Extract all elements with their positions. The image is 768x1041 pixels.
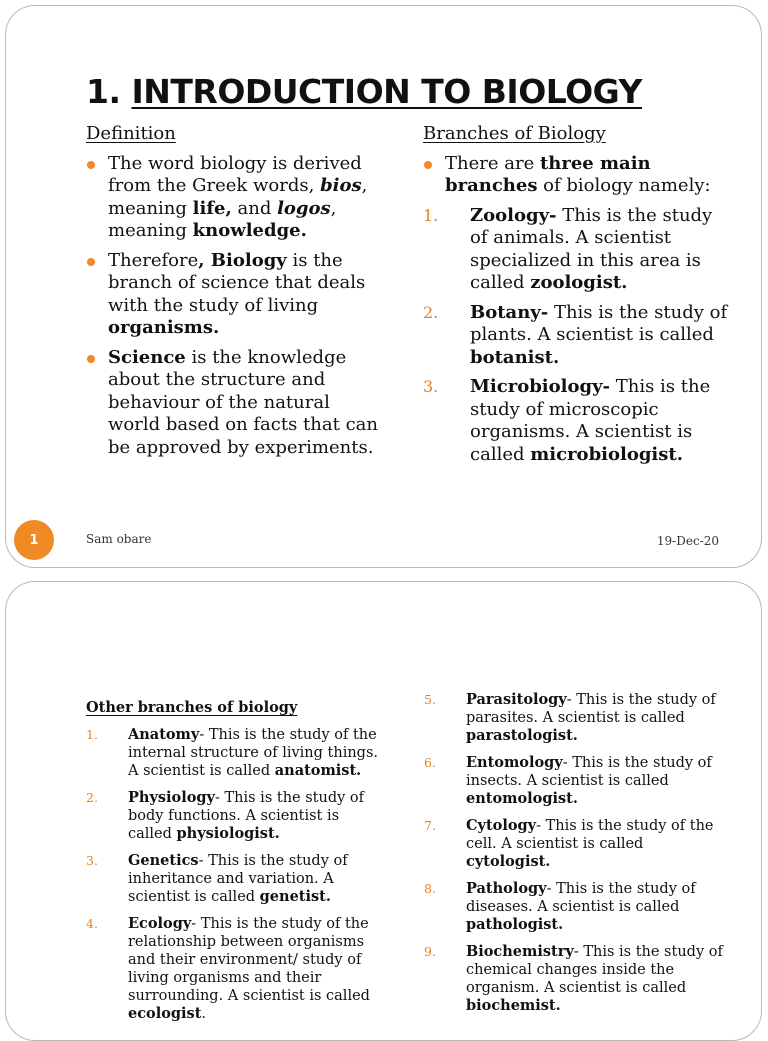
emphasis-text: Cytology — [466, 817, 537, 834]
emphasis-text: Ecology — [128, 915, 192, 932]
definition-heading: Definition — [86, 123, 176, 144]
emphasis-text: pathologist. — [466, 916, 564, 933]
branch-item — [424, 943, 729, 1015]
branches-intro-list — [423, 153, 735, 198]
emphasis-text: logos — [277, 197, 331, 219]
emphasis-text: ecologist — [128, 1005, 202, 1022]
emphasis-text: genetist. — [259, 888, 331, 905]
text-run: - This is the study of the relationship between organisms and their environment/ study of living organisms and their surrounding. A scientist is called — [128, 916, 370, 1004]
text-run: The word biology is derived from the Greek words, — [108, 152, 362, 196]
list-number: 7. — [424, 818, 436, 833]
branch-item — [424, 817, 729, 871]
emphasis-text: Botany- — [470, 301, 549, 323]
emphasis-text: three main branches — [445, 152, 651, 196]
branch-item — [423, 302, 735, 370]
text-run: This is the study of plants. A scientist is called — [470, 301, 728, 345]
other-branches-list — [86, 726, 386, 1023]
text-run: - This is the study of inheritance and variation. A scientist is called — [128, 853, 348, 905]
branch-item — [86, 789, 386, 843]
text-run: . — [201, 1006, 207, 1022]
emphasis-text: entomologist. — [466, 790, 578, 807]
branch-item — [86, 852, 386, 906]
text-run: is the branch of science that deals with the study of living — [108, 249, 366, 316]
list-number: 9. — [424, 944, 436, 959]
title-number: 1. — [86, 72, 121, 111]
more-branches-column — [424, 691, 729, 1015]
branches-heading: Branches of Biology — [423, 123, 606, 144]
emphasis-text: Biochemistry — [466, 943, 574, 960]
emphasis-text: Science — [108, 346, 186, 368]
branches-column — [423, 123, 735, 466]
text-run: - This is the study of insects. A scientist is called — [466, 755, 712, 789]
emphasis-text: organisms. — [108, 317, 220, 338]
emphasis-text: anatomist. — [274, 762, 362, 779]
other-branches-heading: Other branches of biology — [86, 699, 298, 716]
list-number: 4. — [86, 916, 98, 931]
list-number: 3. — [86, 853, 98, 868]
emphasis-text: Pathology — [466, 880, 547, 897]
list-number: 6. — [424, 755, 436, 770]
list-number: 2. — [423, 302, 439, 322]
emphasis-text: parastologist. — [466, 727, 578, 744]
branch-item — [423, 205, 735, 295]
emphasis-text: microbiologist. — [530, 443, 683, 465]
footer-author: Sam obare — [86, 532, 152, 546]
branches-intro — [423, 153, 735, 198]
text-run: and — [231, 197, 278, 219]
other-branches-column — [86, 699, 386, 1023]
branch-item — [424, 691, 729, 745]
more-branches-list — [424, 691, 729, 1015]
list-number: 1. — [86, 727, 98, 742]
slide-1 — [5, 5, 762, 568]
branches-list — [423, 205, 735, 467]
text-run: Therefore — [108, 249, 199, 271]
emphasis-text: Microbiology- — [470, 376, 611, 397]
text-run: , meaning — [108, 197, 337, 241]
text-run: , meaning — [108, 175, 368, 219]
definition-bullet — [86, 347, 384, 460]
emphasis-text: bios — [320, 175, 362, 196]
emphasis-text: biochemist. — [466, 997, 561, 1014]
branch-item — [424, 754, 729, 808]
emphasis-text: Genetics — [128, 852, 199, 869]
definition-bullet — [86, 153, 384, 243]
title-text: INTRODUCTION TO BIOLOGY — [131, 72, 642, 111]
emphasis-text: Physiology — [128, 789, 215, 806]
emphasis-text: life, — [192, 197, 232, 219]
text-run: - This is the study of the internal structure of living things. A scientist is called — [128, 727, 379, 779]
emphasis-text: physiologist. — [176, 825, 280, 842]
list-number: 8. — [424, 881, 436, 896]
text-run: of biology namely: — [537, 175, 711, 196]
page-number-badge: 1 — [14, 520, 54, 560]
text-run: This is the study of microscopic organisms. A scientist is called — [470, 376, 711, 465]
text-run: - This is the study of parasites. A scientist is called — [466, 692, 716, 726]
list-number: 3. — [423, 377, 439, 396]
slide-2 — [5, 581, 762, 1041]
list-number: 1. — [423, 205, 439, 225]
text-run: - This is the study of diseases. A scientist is called — [466, 881, 696, 915]
text-run: There are — [445, 152, 540, 174]
emphasis-text: , Biology — [198, 249, 287, 271]
branch-item — [86, 915, 386, 1023]
emphasis-text: Parasitology — [466, 691, 567, 708]
emphasis-text: knowledge. — [192, 220, 307, 241]
list-number: 5. — [424, 692, 436, 707]
definition-column — [86, 123, 384, 459]
emphasis-text: zoologist. — [530, 272, 628, 293]
footer-date: 19-Dec-20 — [656, 534, 719, 548]
text-run: This is the study of animals. A scientist specialized in this area is called — [470, 204, 713, 293]
text-run: - This is the study of the cell. A scientist is called — [466, 818, 714, 852]
text-run: is the knowledge about the structure and behaviour of the natural world based on facts that can be approved by experiments. — [108, 346, 378, 458]
branch-item — [423, 376, 735, 466]
text-run: - This is the study of body functions. A scientist is called — [128, 790, 365, 842]
branch-item — [86, 726, 386, 780]
emphasis-text: cytologist. — [466, 853, 551, 870]
list-number: 2. — [86, 790, 98, 805]
emphasis-text: Anatomy — [128, 726, 200, 743]
emphasis-text: Zoology- — [470, 204, 557, 226]
definition-bullets — [86, 153, 384, 460]
definition-bullet — [86, 250, 384, 340]
emphasis-text: Entomology — [466, 754, 563, 771]
text-run: - This is the study of chemical changes inside the organism. A scientist is called — [466, 944, 723, 996]
emphasis-text: botanist. — [470, 346, 560, 368]
branch-item — [424, 880, 729, 934]
slide-title — [86, 72, 726, 111]
